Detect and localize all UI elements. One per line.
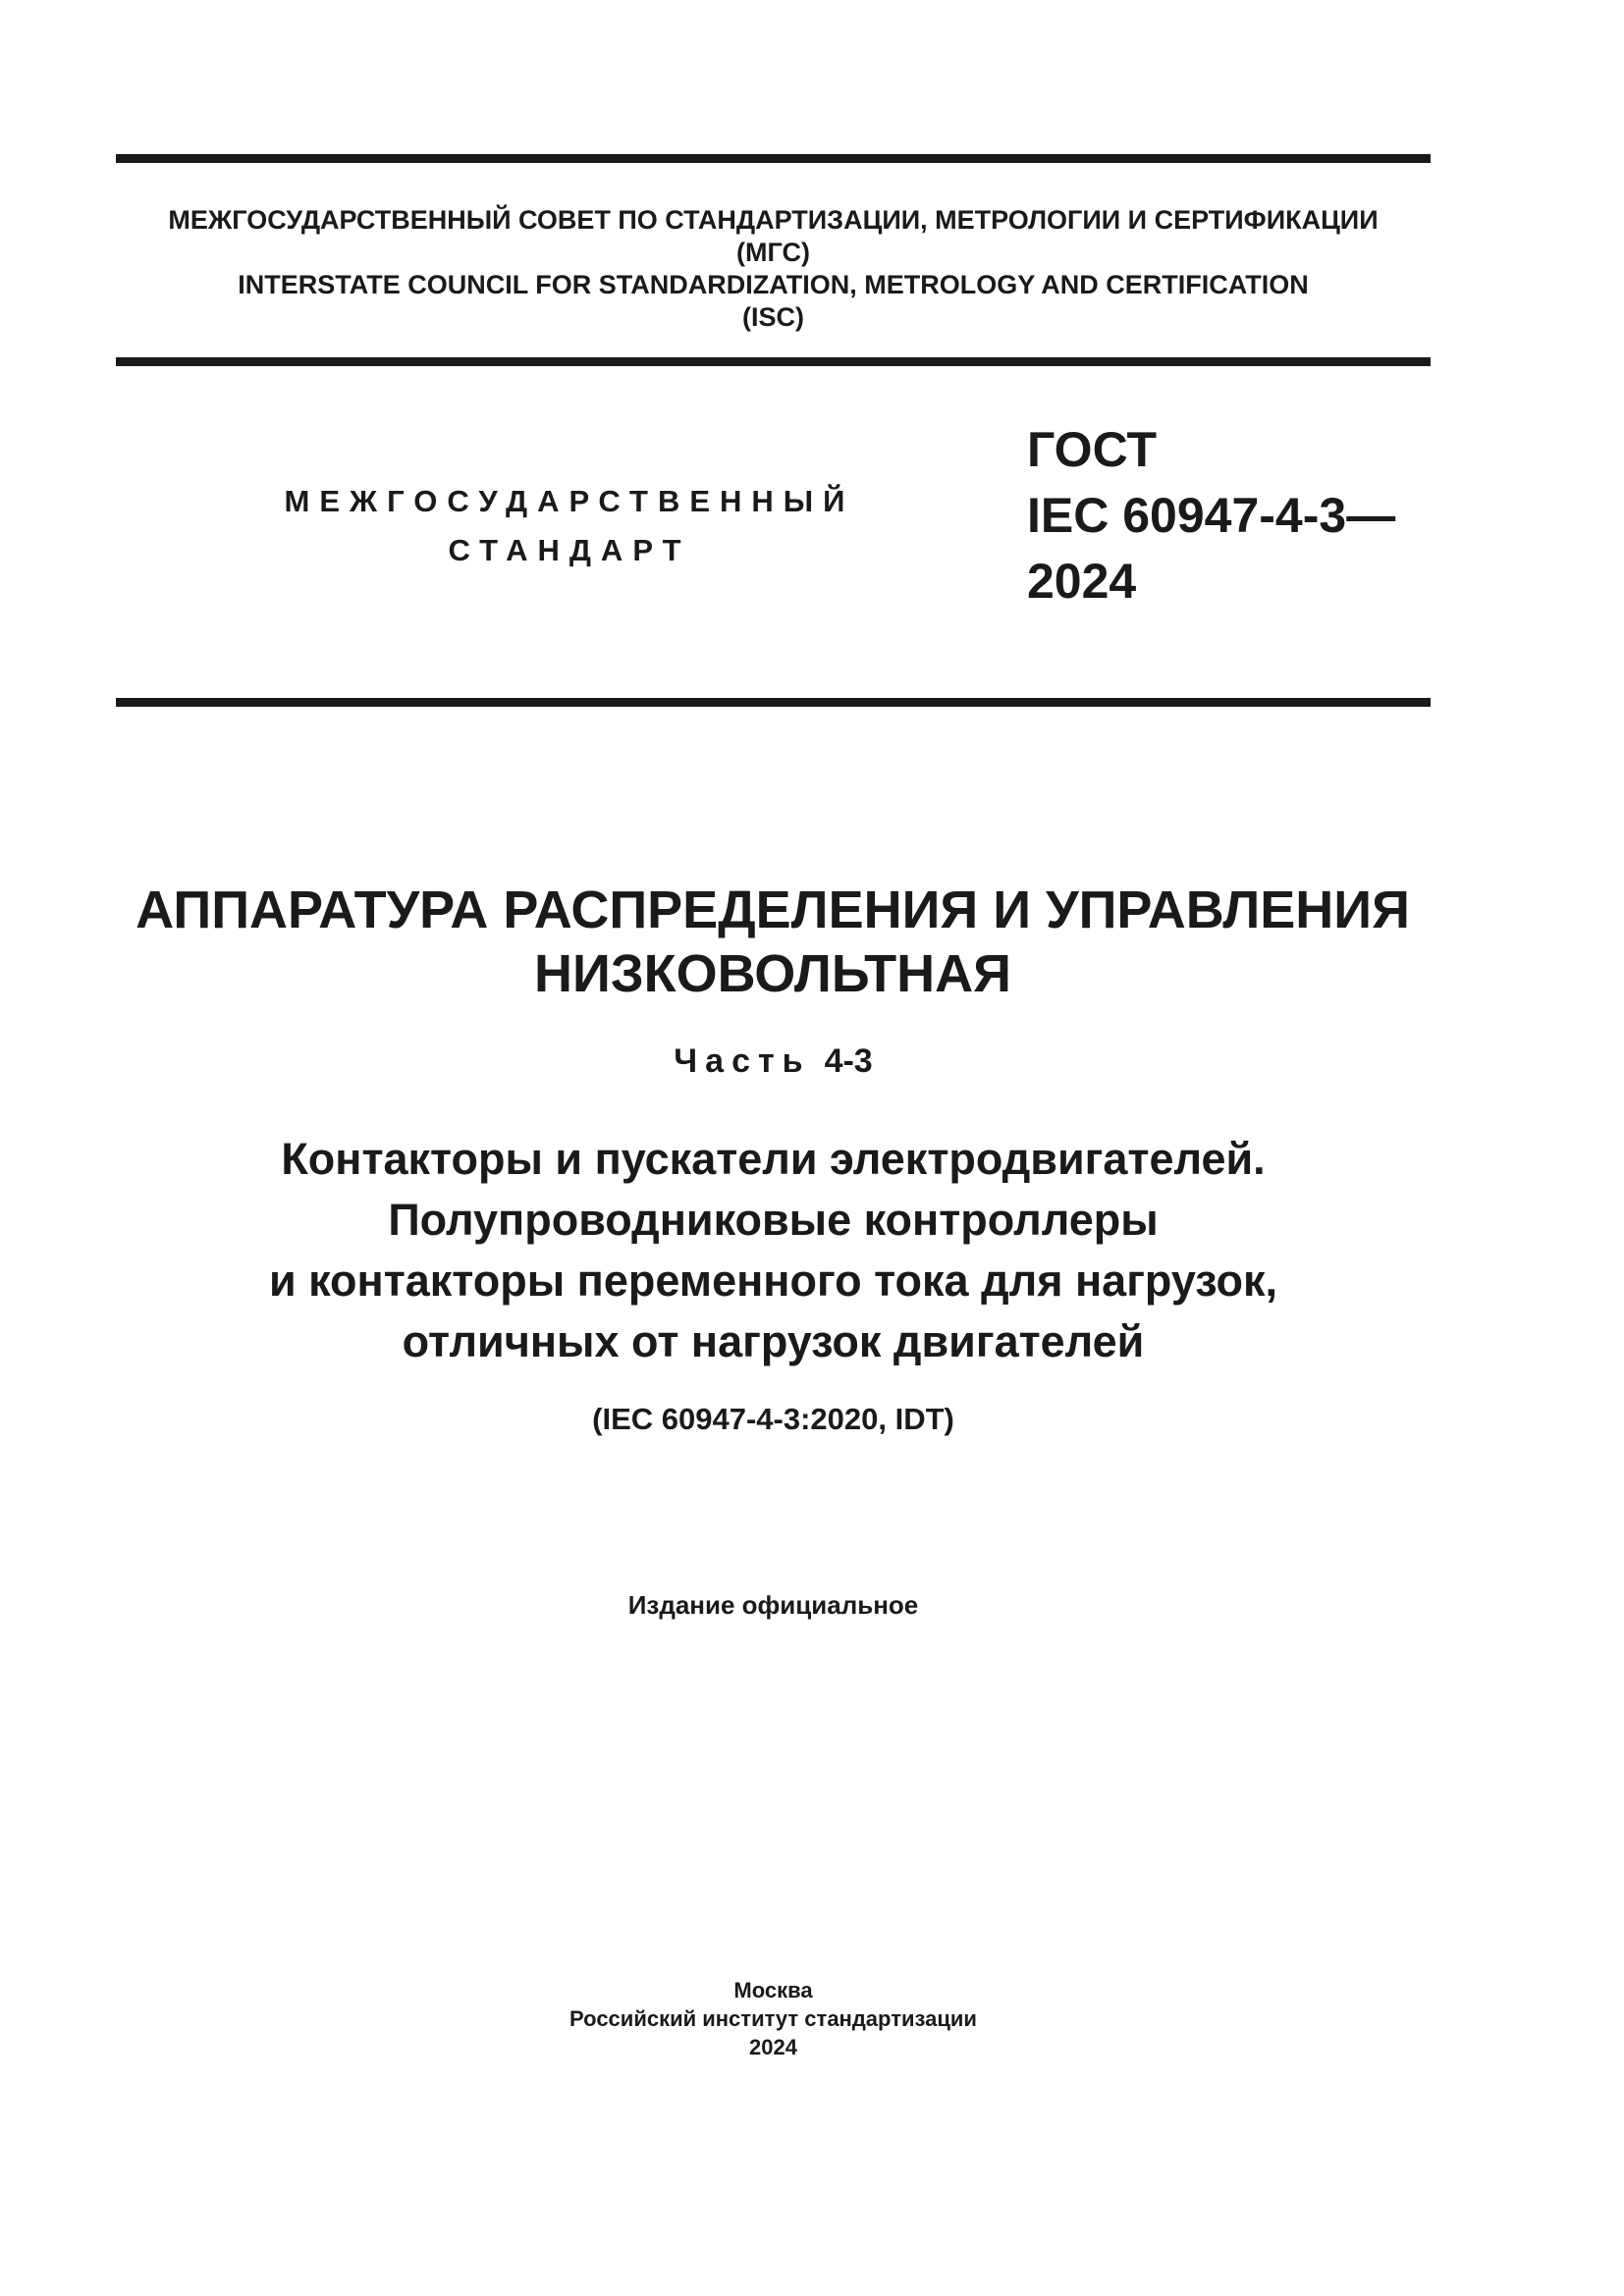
designation-line1: ГОСТ bbox=[1027, 422, 1157, 477]
standard-designation bbox=[1027, 417, 1395, 614]
designation-line2: IEC 60947-4-3— bbox=[1027, 488, 1396, 543]
title-line2: НИЗКОВОЛЬТНАЯ bbox=[534, 944, 1011, 1003]
part-word: Часть bbox=[674, 1042, 811, 1080]
standard-type-line1: МЕЖГОСУДАРСТВЕННЫЙ bbox=[284, 484, 855, 518]
subtitle-line3: и контакторы переменного тока для нагрузок, bbox=[268, 1255, 1278, 1306]
part-label bbox=[116, 1041, 1431, 1081]
publisher-year: 2024 bbox=[749, 2035, 797, 2059]
council-abbr-en: (ISC) bbox=[742, 302, 804, 332]
top-divider bbox=[116, 154, 1431, 163]
subtitle-line1: Контакторы и пускатели электродвигателей. bbox=[281, 1134, 1266, 1184]
middle-divider bbox=[116, 357, 1431, 366]
subtitle-line2: Полупроводниковые контроллеры bbox=[388, 1195, 1159, 1245]
edition-note: Издание официальное bbox=[627, 1590, 919, 1620]
document-title bbox=[88, 879, 1457, 1006]
title-line1: АППАРАТУРА РАСПРЕДЕЛЕНИЯ И УПРАВЛЕНИЯ bbox=[135, 881, 1410, 939]
council-header bbox=[116, 204, 1431, 334]
standard-type-line2: СТАНДАРТ bbox=[448, 533, 691, 567]
iec-reference: (IEC 60947-4-3:2020, IDT) bbox=[592, 1402, 954, 1436]
council-abbr-ru: (МГС) bbox=[736, 238, 810, 267]
part-number: 4-3 bbox=[824, 1042, 873, 1080]
standard-type bbox=[157, 477, 982, 575]
publisher-org: Российский институт стандартизации bbox=[569, 2006, 977, 2031]
document-subtitle bbox=[116, 1129, 1431, 1372]
bottom-divider bbox=[116, 698, 1431, 707]
publisher-city: Москва bbox=[733, 1978, 813, 2002]
subtitle-line4: отличных от нагрузок двигателей bbox=[402, 1316, 1145, 1366]
publisher-block bbox=[116, 1976, 1431, 2061]
council-name-en: INTERSTATE COUNCIL FOR STANDARDIZATION, METROLOGY AND CERTIFICATION bbox=[238, 270, 1309, 299]
designation-line3: 2024 bbox=[1027, 554, 1137, 609]
council-name-ru: МЕЖГОСУДАРСТВЕННЫЙ СОВЕТ ПО СТАНДАРТИЗАЦИИ, МЕТРОЛОГИИ И СЕРТИФИКАЦИИ bbox=[168, 205, 1379, 235]
